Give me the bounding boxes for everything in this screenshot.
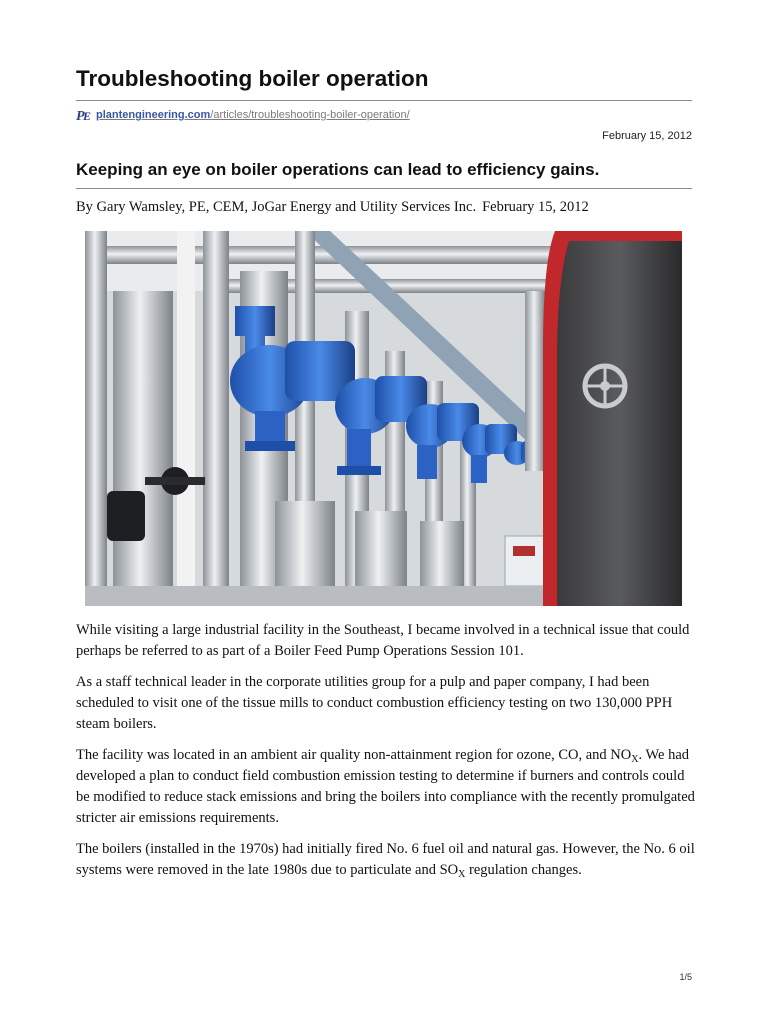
pe-logo-icon	[76, 107, 92, 123]
article-body	[76, 620, 696, 891]
byline	[76, 199, 589, 216]
source-domain: plantengineering.com	[96, 109, 211, 121]
paragraph-3	[76, 745, 696, 829]
svg-text:E: E	[83, 109, 92, 123]
paragraph-2: As a staff technical leader in the corporate utilities group for a pulp and paper company, I had been scheduled to visit one of the tissue mills to conduct combustion efficiency testing on two 130,000 PPH steam boilers.	[76, 674, 673, 732]
article-subtitle: Keeping an eye on boiler operations can lead to efficiency gains.	[76, 160, 600, 179]
nox-subscript: X	[631, 754, 639, 765]
clip-date: February 15, 2012	[602, 130, 692, 142]
page-number: 1/5	[679, 972, 692, 982]
paragraph-4	[76, 839, 696, 881]
title-divider	[76, 100, 692, 101]
page-title: Troubleshooting boiler operation	[76, 66, 429, 91]
boiler-pumps-illustration	[85, 231, 682, 606]
byline-date: February 15, 2012	[482, 199, 589, 215]
source-line	[76, 107, 410, 123]
paragraph-3-text-a: The facility was located in an ambient air quality non-attainment region for ozone, CO, and NO	[76, 747, 632, 763]
paragraph-4-text-a: The boilers (installed in the 1970s) had initially fired No. 6 fuel oil and natural gas. However, the No. 6 oil systems were removed in the late 1980s due to particulate and SO	[76, 841, 695, 878]
byline-author: By Gary Wamsley, PE, CEM, JoGar Energy and Utility Services Inc.	[76, 199, 477, 215]
source-path: /articles/troubleshooting-boiler-operation/	[210, 109, 410, 121]
sox-subscript: X	[458, 869, 466, 880]
source-link[interactable]	[96, 109, 410, 121]
svg-text:P: P	[76, 109, 85, 123]
subtitle-divider	[76, 188, 692, 189]
article-photo	[85, 231, 682, 606]
paragraph-4-text-b: regulation changes.	[465, 862, 582, 878]
paragraph-3-text-b: . We had developed a plan to conduct field combustion emission testing to determine if burners and controls could be modified to reduce stack emissions and bring the boilers into compliance with the recently promulgated stricter air emissions requirements.	[76, 747, 695, 826]
paragraph-1: While visiting a large industrial facility in the Southeast, I became involved in a technical issue that could perhaps be referred to as part of a Boiler Feed Pump Operations Session 101.	[76, 622, 690, 659]
